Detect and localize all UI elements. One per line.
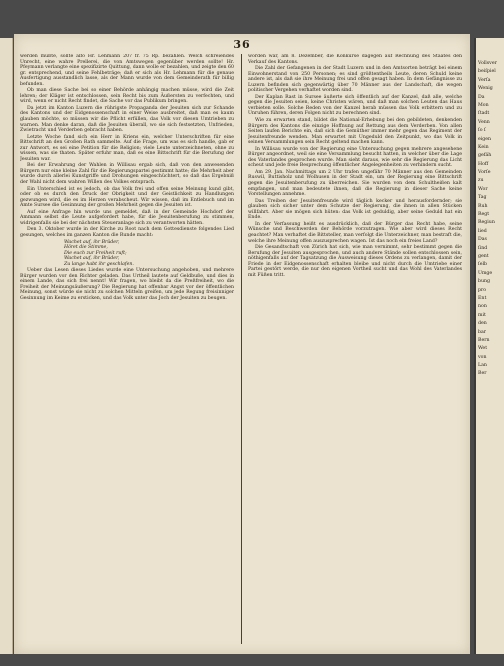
edge-line: Ent bbox=[478, 295, 487, 301]
edge-line: Kein bbox=[478, 144, 489, 150]
edge-line: Da bbox=[478, 94, 485, 100]
paragraph: Bei der Erwahrung der Wahlen in Willisau ergab sich, daß von den anwesenden Bürgern nur eine kleine Zahl für die Regierungspartei gestimmt hatte; die Mehrheit aber wurde durch allerlei Kunstgriffe und Drohungen eingeschüchtert, so daß das Ergebniß der Wahl nicht dem wahren Willen des Volkes entsprach. bbox=[20, 163, 234, 186]
edge-line: Vorſe bbox=[478, 170, 491, 176]
edge-line: Vollsver bbox=[478, 61, 497, 66]
next-page-edge bbox=[474, 38, 504, 654]
newspaper-page bbox=[14, 34, 470, 654]
verse-line: Zu lange habt ihr geschlafen. bbox=[64, 261, 134, 267]
verse-line: Wachet auf, ihr Brüder, bbox=[64, 256, 120, 262]
paragraph: Ueber das Lesen dieses Liedes wurde eine Untersuchung angehoben, und mehrere Bürger wurden vor den Richter geladen. Das Urtheil lautete auf Geldbuße, und dies in einem Lande, das sich frei nennt! Wir fragen, wo bleibt da die Preßfreiheit, wo die Freiheit der Meinungsäußerung? Die Regierung hat offenbar Angst vor der öffentlichen Meinung, sonst würde sie nicht zu solchen Mitteln greifen, um jede Regung freisinniger Gesinnung im Keime zu ersticken, und das Volk unter das Joch der Jesuiten zu beugen. bbox=[20, 268, 234, 301]
paragraph: Am 29. Jan. Nachmittags um 2 Uhr trafen ungefähr 70 Männer aus den Gemeinden Ruswil, Buttisholz und Wolhusen in der Stadt ein, um der Regierung eine Bittschrift gegen die Jesuitenberufung zu überreichen. Sie wurden von dem Schultheißen kalt empfangen, und man bedeutete ihnen, daß die Regierung in dieser Sache keine Vorstellungen annehme. bbox=[248, 169, 462, 198]
edge-line: ſo ſ bbox=[478, 128, 486, 134]
edge-line: mit bbox=[478, 312, 486, 318]
column-divider bbox=[241, 54, 242, 644]
edge-line: bar bbox=[478, 329, 487, 335]
paragraph: Die Zahl der Gefangenen in der Stadt Luzern und in den Amtsorten beträgt bei einem Einwohnerstand von 250 Personen; es sind größtentheils Leute, deren Schuld keine andere ist, als daß sie ihre Meinung frei und offen gesagt haben. In dem Gefängnisse zu Luzern befinden sich gegenwärtig über 70 Männer aus der Landschaft, die wegen politischer Vergehen verhaftet worden sind. bbox=[248, 66, 462, 94]
edge-line: gent bbox=[478, 253, 489, 259]
left-column bbox=[20, 54, 234, 646]
right-column bbox=[248, 54, 462, 646]
edge-line: bung bbox=[478, 279, 491, 285]
edge-line: Verſa bbox=[478, 77, 491, 83]
paragraph: Auf eine Anfrage hin wurde uns gemeldet, daß in der Gemeinde Hochdorf der Ammann selbst die Leute aufgefordert habe, für die Jesuitenberufung zu stimmen, widrigenfalls sie bei der nächsten Steueranlage sich zu verantworten hätten. bbox=[20, 209, 234, 226]
edge-line: Lan bbox=[478, 363, 487, 369]
edge-line: ſtadt bbox=[478, 111, 490, 117]
edge-line: Bern bbox=[478, 337, 490, 343]
edge-line: Venn bbox=[478, 119, 490, 125]
paragraph: Ein Unterschied ist es jedoch, ob das Volk frei und offen seine Meinung kund gibt, oder ob es durch den Druck der Obrigkeit und der Geistlichkeit zu Handlungen gezwungen wird, die es im Herzen verabscheut. Wir wissen, daß im Entlebuch und im Amte Sursee die Gesinnung der großen Mehrheit gegen die Jesuiten ist. bbox=[20, 186, 234, 209]
paragraph: worden war, am 8. Dezember, die Konkurse dagegen auf Rechnung des Staates den Verkauf des Kantons. bbox=[248, 54, 462, 65]
verse-line: Wachet auf, ihr Brüder, bbox=[64, 239, 120, 245]
paragraph: Die Gesandtschaft von Zürich hat sich, wie man vernimmt, sehr bestimmt gegen die Berufung der Jesuiten ausgesprochen, und auch andere Stände sollen entschlossen sein, nöthigenfalls auf der Tagsatzung die Ausweisung dieses Ordens zu verlangen, damit der Friede in der Eidgenossenschaft erhalten bleibe und nicht durch die Umtriebe einer Partei gestört werde, die nur den eigenen Vortheil sucht und das Wohl des Vaterlandes mit Füßen tritt. bbox=[248, 245, 462, 278]
edge-line: Wenig bbox=[478, 86, 493, 92]
edge-line: lied bbox=[478, 228, 487, 234]
paragraph: Das Treiben der Jesuitenfreunde wird täglich kecker und herausfordernder; sie glauben sich sicher unter dem Schutze der Regierung, die ihnen in allen Stücken willfahrt. Aber sie mögen sich hüten: das Volk ist geduldig, aber seine Geduld hat ein Ende. bbox=[248, 198, 462, 221]
paragraph: Letzte Woche fand sich ein Herr in Kriens ein, welcher Unterschriften für eine Bittschrift an den Großen Rath sammelte. Auf die Frage, um was es sich handle, gab er zur Antwort, es sei eine Petition für die Religion; viele Leute unterzeichneten, ohne zu wissen, was sie thaten. Später erfuhr man, daß es eine Bittschrift für die Berufung der Jesuiten war. bbox=[20, 134, 234, 162]
paragraph: Da jetzt im Kanton Luzern die rührigste Propaganda der Jesuiten sich zur Schande des Kantons und der Eidgenossenschaft in einer Weise ausbreitet, daß man es kaum glauben möchte, so müssen wir die Pflicht erfüllen, das Volk vor diesen Umtrieben zu warnen. Man denke daran, daß die Jesuiten überall, wo sie sich festsetzten, Unfrieden, Zwietracht und Verderben gebracht haben. bbox=[20, 105, 234, 134]
edge-line: beiſpiel bbox=[478, 69, 496, 75]
edge-line: Umge bbox=[478, 270, 493, 276]
edge-line: den bbox=[478, 321, 487, 327]
paragraph: In Willisau wurde von der Regierung eine Untersuchung gegen mehrere angesehene Bürger angeordnet, weil sie eine Versammlung besucht hatten, in welcher über die Lage des Vaterlandes gesprochen wurde. Man sieht daraus, wie sehr die Regierung das Licht scheut und jede freie Besprechung öffentlicher Angelegenheiten zu verhindern sucht. bbox=[248, 146, 462, 169]
edge-line: pro bbox=[478, 287, 487, 293]
paragraph: In der Verfassung heißt es ausdrücklich, daß der Bürger das Recht habe, seine Wünsche und Beschwerden der Behörde vorzutragen. Wie aber wird dieses Recht geachtet? Man verhaftet die Bittsteller, man verfolgt die Unterzeichner, man bestraft die, welche ihre Meinung offen auszusprechen wagen. Ist das noch ein freies Land? bbox=[248, 221, 462, 244]
edge-line: eigen bbox=[478, 136, 492, 142]
edge-line: Ber bbox=[478, 371, 487, 377]
edge-line: gefäh bbox=[478, 153, 492, 159]
edge-line: Tag bbox=[478, 195, 487, 201]
edge-line: Mon bbox=[478, 102, 489, 108]
edge-line: Hoff bbox=[478, 161, 489, 167]
next-page-text-fragment bbox=[478, 60, 504, 379]
edge-line: Wor bbox=[478, 186, 488, 192]
page-number: 36 bbox=[233, 38, 251, 51]
verse-line: Höret die Stimme, bbox=[64, 245, 108, 251]
paragraph: Der Kaplan Rast in Sursee äußerte sich öffentlich auf der Kanzel, daß alle, welche gegen die Jesuiten seien, keine Christen wären, und daß man solchen Leuten das Haus verbieten solle. Solche Reden von der Kanzel herab müssen das Volk erbittern und zu Unruhen führen, deren Folgen nicht zu berechnen sind. bbox=[248, 94, 462, 117]
edge-line: zu bbox=[478, 178, 484, 184]
edge-line: Regt bbox=[478, 212, 490, 218]
edge-line: non bbox=[478, 304, 487, 310]
edge-line: Das bbox=[478, 237, 487, 243]
poem-verse bbox=[64, 240, 234, 268]
paragraph: Wie zu erwarten stand, bildet die National-Erhebung bei den gebildeten, denkenden Bürgern des Kantons die einzige Hoffnung auf Rettung aus dem Verderben. Von allen Seiten laufen Berichte ein, daß sich die Gemüther immer mehr gegen das Regiment der Jesuitenfreunde wenden. Man erwartet mit Ungeduld den Zeitpunkt, wo das Volk in seinen Versammlungen sein Recht geltend machen kann. bbox=[248, 118, 462, 146]
previous-page-edge bbox=[0, 38, 13, 654]
paragraph: werden mußte, sollte alfo Hr. Lehmann 207 fr. 75 Rp. bezahlen. Welch schreiendes Unrecht, eine wahre Prellerei, die von Amtswegen gegenüber werden sollte! Hr. Pfeymann verlangte eine spezifizirte Quittung, dann wolle er bezahlen, und zeigte den 60 gr. entsprechend, und seine Fehlbeträge; daß er sich als Hr. Lehmann für die genaue Ausfertigung ausstandlich lasse, als der Mann wurde von dem Gemeinderath für billig befunden. bbox=[20, 54, 234, 87]
edge-line: Ruh bbox=[478, 203, 488, 209]
edge-line: ſind bbox=[478, 245, 488, 251]
paragraph: Den 3. Oktober wurde in der Kirche zu Root nach dem Gottesdienste folgendes Lied gesungen, welches im ganzen Kanton die Runde macht: bbox=[20, 227, 234, 238]
paragraph: Ob man diese Sache bei so einer Behörde anhängig machen müsse, wird die Zeit lehren; der Kläger ist entschlossen, sein Recht bis zum Äußersten zu verfechten, und wird, wenn er nicht Recht findet, die Sache vor das Publikum bringen. bbox=[20, 88, 234, 105]
edge-line: ſelb bbox=[478, 262, 488, 268]
edge-line: Regiun bbox=[478, 220, 495, 226]
edge-line: Wet bbox=[478, 346, 488, 352]
verse-line: Die euch zur Freiheit ruft; bbox=[64, 250, 127, 256]
edge-line: von bbox=[478, 354, 487, 360]
